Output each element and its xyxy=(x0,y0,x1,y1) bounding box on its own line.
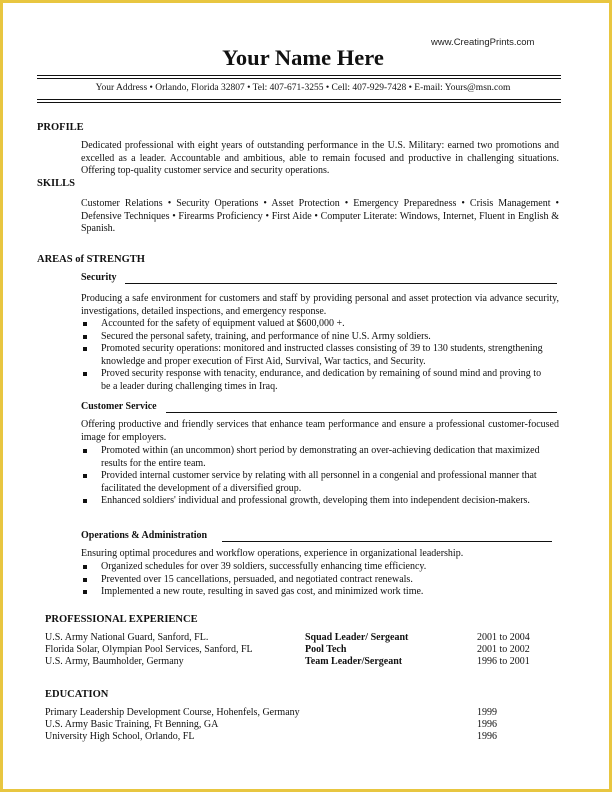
experience-dates: 2001 to 2004 xyxy=(477,632,530,643)
education-year: 1996 xyxy=(477,731,497,742)
header-rule-bottom xyxy=(37,99,561,100)
list-item: Promoted within (an uncommon) short period by demonstrating an over-achieving dedication that maximized results for the entire team. xyxy=(81,445,551,470)
header-rule-top-thin xyxy=(37,78,561,79)
education-heading: EDUCATION xyxy=(45,689,109,700)
experience-role: Team Leader/Sergeant xyxy=(305,656,403,667)
experience-employer: Florida Solar, Olympian Pool Services, Sanford, FL xyxy=(45,644,253,655)
operations-subheading-rule xyxy=(222,541,552,542)
operations-subheading: Operations & Administration xyxy=(81,530,208,541)
education-school: U.S. Army Basic Training, Ft Benning, GA xyxy=(45,719,219,730)
education-year: 1999 xyxy=(477,707,497,718)
list-item: Prevented over 15 cancellations, persuaded, and negotiated contract renewals. xyxy=(81,574,551,587)
skills-text: Customer Relations • Security Operations • Asset Protection • Emergency Preparedness • Crisis Management • Defensive Techniques • Firearms Proficiency • First Aide • Computer Literate: Windows, Internet, Fluent in English & Spanish. xyxy=(81,198,559,234)
operations-intro: Ensuring optimal procedures and workflow operations, experience in organizational leadership. xyxy=(81,548,464,559)
experience-heading: PROFESSIONAL EXPERIENCE xyxy=(45,614,198,625)
bullet-square-icon xyxy=(83,578,87,582)
list-item: Secured the personal safety, training, and performance of nine U.S. Army soldiers. xyxy=(81,331,551,344)
bullet-square-icon xyxy=(83,449,87,453)
areas-heading: AREAS of STRENGTH xyxy=(37,254,145,265)
bullet-square-icon xyxy=(83,474,87,478)
customer-service-bullet-list xyxy=(81,445,551,508)
security-intro: Producing a safe environment for customers and staff by providing personal and asset protection via advance security, investigations, detailed inspections, and emergency response. xyxy=(81,293,559,317)
bullet-square-icon xyxy=(83,565,87,569)
bullet-square-icon xyxy=(83,372,87,376)
bullet-square-icon xyxy=(83,499,87,503)
experience-dates: 2001 to 2002 xyxy=(477,644,530,655)
list-item: Provided internal customer service by relating with all personnel in a congenial and professional manner that facilitated the development of a diversified group. xyxy=(81,470,551,495)
customer-service-intro: Offering productive and friendly services that enhance team performance and ensure a professional customer-focused image for employers. xyxy=(81,419,559,443)
security-bullet-list xyxy=(81,318,551,393)
experience-dates: 1996 to 2001 xyxy=(477,656,530,667)
bullet-square-icon xyxy=(83,335,87,339)
education-school: Primary Leadership Development Course, Hohenfels, Germany xyxy=(45,707,300,718)
list-item: Organized schedules for over 39 soldiers, successfully enhancing time efficiency. xyxy=(81,561,551,574)
list-item: Proved security response with tenacity, endurance, and dedication by remaining of sound mind and proving to be a leader during challenging times in Iraq. xyxy=(81,368,551,393)
contact-line: Your Address • Orlando, Florida 32807 • Tel: 407-671-3255 • Cell: 407-929-7428 • E-mail: Yours@msn.com xyxy=(95,83,511,93)
experience-role: Pool Tech xyxy=(305,644,347,655)
website-label: www.CreatingPrints.com xyxy=(431,37,535,48)
experience-role: Squad Leader/ Sergeant xyxy=(305,632,409,643)
bullet-square-icon xyxy=(83,590,87,594)
list-item: Enhanced soldiers' individual and professional growth, developing them into independent decision-makers. xyxy=(81,495,551,508)
list-item: Implemented a new route, resulting in saved gas cost, and minimized work time. xyxy=(81,586,551,599)
education-school: University High School, Orlando, FL xyxy=(45,731,195,742)
list-item: Promoted security operations: monitored and instructed classes consisting of 39 to 130 students, strengthening knowledge and proper execution of First Aid, Survival, War tactics, and Security. xyxy=(81,343,551,368)
security-subheading: Security xyxy=(81,272,117,283)
bullet-square-icon xyxy=(83,322,87,326)
skills-heading: SKILLS xyxy=(37,178,75,189)
profile-text: Dedicated professional with eight years of outstanding performance in the U.S. Military: earned two promotions and excelled as a leader. Accountable and ambitious, able to remain focused and productive in challenging situations. Offering top-quality customer service and security operations. xyxy=(81,140,559,176)
customer-service-subheading: Customer Service xyxy=(81,401,157,412)
education-year: 1996 xyxy=(477,719,497,730)
header-rule-bottom-thin xyxy=(37,102,561,103)
experience-employer: U.S. Army National Guard, Sanford, FL. xyxy=(45,632,209,643)
list-item: Accounted for the safety of equipment valued at $600,000 +. xyxy=(81,318,551,331)
security-subheading-rule xyxy=(125,283,557,284)
profile-heading: PROFILE xyxy=(37,122,84,133)
bullet-square-icon xyxy=(83,347,87,351)
resume-page xyxy=(3,3,609,789)
operations-bullet-list xyxy=(81,561,551,599)
candidate-name: Your Name Here xyxy=(222,45,384,70)
experience-employer: U.S. Army, Baumholder, Germany xyxy=(45,656,184,667)
header-rule-top xyxy=(37,75,561,76)
customer-service-subheading-rule xyxy=(166,412,557,413)
